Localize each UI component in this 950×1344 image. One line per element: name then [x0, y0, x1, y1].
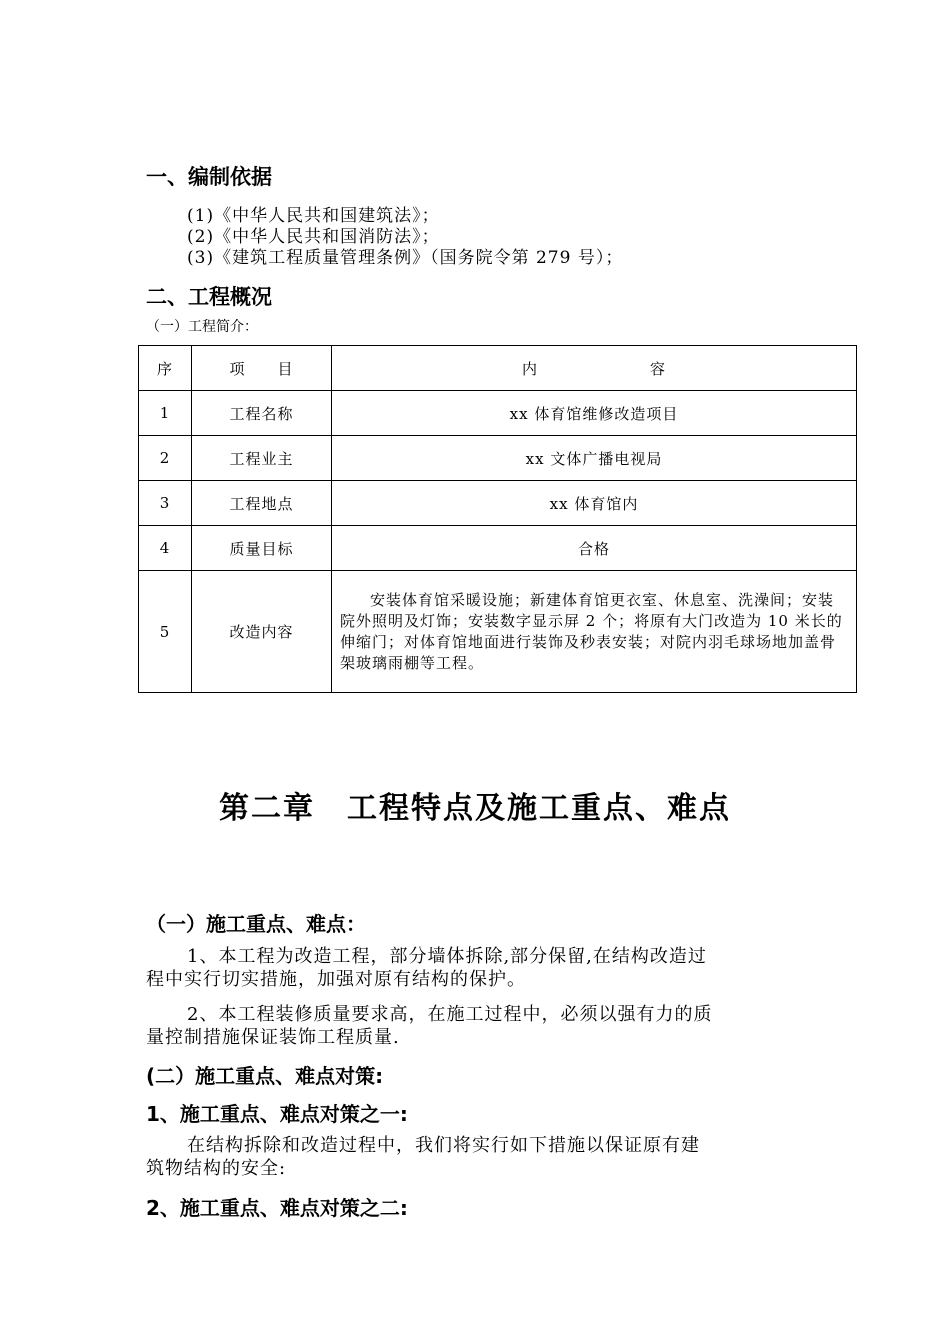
section2-subheading: （一）工程简介：	[146, 319, 258, 335]
section1-heading: 一、编制依据	[146, 165, 272, 189]
paragraph-1-line-1: 1、本工程为改造工程，部分墙体拆除,部分保留,在结构改造过	[187, 946, 707, 967]
row-index: 5	[139, 571, 192, 693]
row-item: 工程名称	[192, 391, 332, 436]
reference-item-2: (2)《中华人民共和国消防法》；	[187, 227, 440, 247]
row-index: 1	[139, 391, 192, 436]
row-content: xx 体育馆内	[332, 481, 857, 526]
section2-heading: 二、工程概况	[146, 285, 272, 309]
header-content: 内 容	[332, 346, 857, 391]
table-row	[139, 526, 857, 571]
countermeasure-1-line-2: 筑物结构的安全:	[146, 1158, 287, 1179]
paragraph-2-line-1: 2、本工程装修质量要求高，在施工过程中，必须以强有力的质	[187, 1004, 713, 1025]
row-item: 工程地点	[192, 481, 332, 526]
table-row	[139, 391, 857, 436]
row-content: xx 文体广播电视局	[332, 436, 857, 481]
table-header-row	[139, 346, 857, 391]
row-index: 3	[139, 481, 192, 526]
header-index: 序	[139, 346, 192, 391]
countermeasure-1-heading: 1、施工重点、难点对策之一:	[146, 1102, 408, 1126]
row-index: 2	[139, 436, 192, 481]
countermeasure-2-heading: 2、施工重点、难点对策之二:	[146, 1196, 408, 1220]
row-item: 改造内容	[192, 571, 332, 693]
table-row	[139, 571, 857, 693]
table-row	[139, 481, 857, 526]
row-item: 质量目标	[192, 526, 332, 571]
reference-item-1: (1)《中华人民共和国建筑法》；	[187, 206, 440, 226]
part1-heading: （一）施工重点、难点：	[146, 912, 366, 936]
countermeasure-1-line-1: 在结构拆除和改造过程中，我们将实行如下措施以保证原有建	[187, 1135, 700, 1156]
row-content: 合格	[332, 526, 857, 571]
row-index: 4	[139, 526, 192, 571]
row-item: 工程业主	[192, 436, 332, 481]
reference-item-3: (3)《建筑工程质量管理条例》（国务院令第 279 号）；	[187, 248, 624, 268]
row-content-text: 安装体育馆采暖设施；新建体育馆更衣室、休息室、洗澡间；安装院外照明及灯饰；安装数字显示屏 2 个；将原有大门改造为 10 米长的伸缩门；对体育馆地面进行装饰及秒表安装；对院内羽毛球场地加盖骨架玻璃雨棚等工程。	[340, 590, 843, 672]
project-info-table	[138, 345, 857, 693]
chapter-title: 第二章 工程特点及施工重点、难点	[219, 791, 731, 826]
row-content: xx 体育馆维修改造项目	[332, 391, 857, 436]
table-row	[139, 436, 857, 481]
part2-heading: (二）施工重点、难点对策:	[146, 1064, 384, 1088]
row-content	[332, 571, 857, 693]
header-item: 项 目	[192, 346, 332, 391]
paragraph-2-line-2: 量控制措施保证装饰工程质量.	[146, 1027, 400, 1048]
paragraph-1-line-2: 程中实行切实措施，加强对原有结构的保护。	[146, 969, 526, 990]
